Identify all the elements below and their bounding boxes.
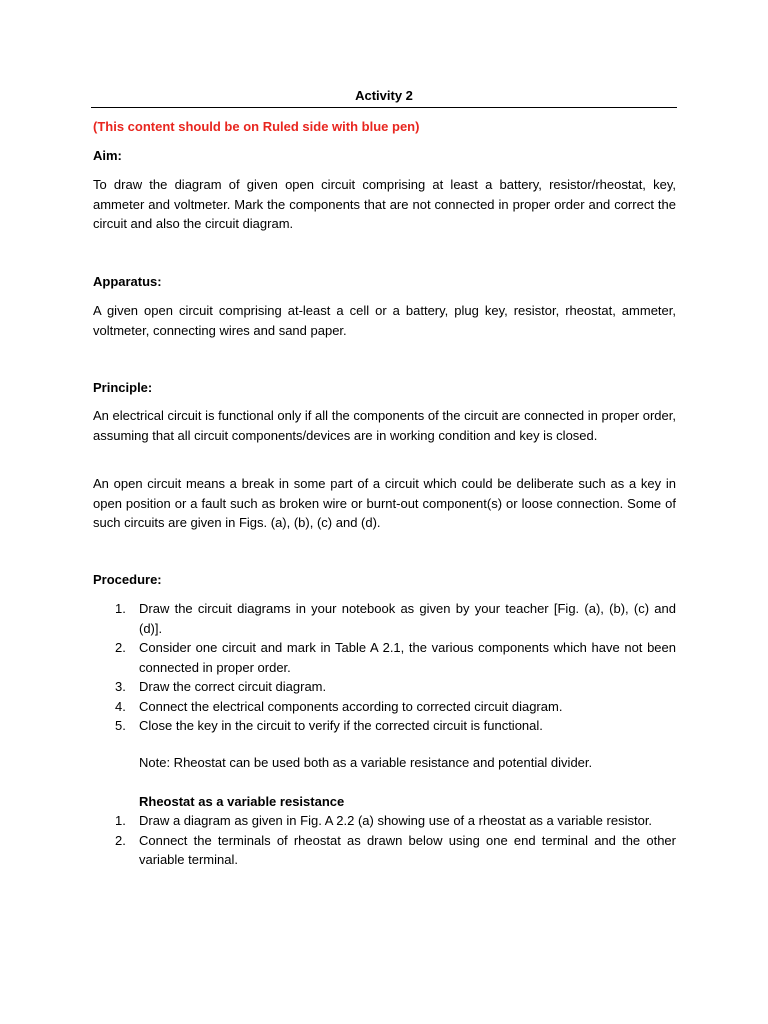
page-title: Activity 2: [355, 88, 413, 103]
list-item: [93, 599, 676, 638]
principle-paragraph-2: An open circuit means a break in some part of a circuit which could be deliberate such as a key in open position or a fault such as broken wire or burnt-out component(s) or loose connection. Some of such circuits are given in Figs. (a), (b), (c) and (d).: [93, 476, 676, 530]
aim-heading: Aim:: [93, 148, 122, 163]
principle-heading: Principle:: [93, 380, 153, 395]
step-text: Consider one circuit and mark in Table A 2.1, the various components which have not been connected in proper order.: [139, 640, 676, 675]
procedure-steps: [93, 599, 676, 736]
instruction-note: (This content should be on Ruled side with blue pen): [93, 119, 420, 134]
apparatus-text: A given open circuit comprising at-least a cell or a battery, plug key, resistor, rheostat, ammeter, voltmeter, connecting wires and sand paper.: [93, 303, 676, 338]
aim-text: To draw the diagram of given open circuit comprising at least a battery, resistor/rheostat, key, ammeter and voltmeter. Mark the components that are not connected in proper order and correct the circuit and also the circuit diagram.: [93, 177, 676, 231]
step-number: 1.: [115, 813, 126, 828]
list-item: [93, 697, 676, 717]
rheostat-heading: Rheostat as a variable resistance: [139, 794, 345, 809]
procedure-heading: Procedure:: [93, 572, 162, 587]
step-number: 3.: [115, 679, 126, 694]
list-item: [93, 831, 676, 870]
step-number: 5.: [115, 718, 126, 733]
step-text: Draw a diagram as given in Fig. A 2.2 (a) showing use of a rheostat as a variable resistor.: [139, 813, 653, 828]
step-text: Connect the terminals of rheostat as drawn below using one end terminal and the other variable terminal.: [139, 832, 676, 867]
step-text: Close the key in the circuit to verify if the corrected circuit is functional.: [139, 718, 543, 733]
list-item: [93, 638, 676, 677]
step-text: Draw the correct circuit diagram.: [139, 679, 327, 694]
step-text: Draw the circuit diagrams in your notebook as given by your teacher [Fig. (a), (b), (c) and (d)].: [139, 601, 676, 636]
list-item: [93, 716, 676, 736]
step-text: Connect the electrical components according to corrected circuit diagram.: [139, 698, 563, 714]
list-item: [93, 811, 676, 831]
title-underline: [91, 107, 677, 108]
principle-paragraph-1: An electrical circuit is functional only if all the components of the circuit are connected in proper order, assuming that all circuit components/devices are in working condition and key is closed.: [93, 408, 676, 443]
procedure-note: Note: Rheostat can be used both as a variable resistance and potential divider.: [139, 755, 593, 770]
step-number: 4.: [115, 698, 126, 714]
step-number: 2.: [115, 640, 126, 655]
step-number: 1.: [115, 601, 126, 616]
list-item: [93, 677, 676, 697]
step-number: 2.: [115, 832, 126, 848]
rheostat-steps: [93, 811, 676, 870]
apparatus-heading: Apparatus:: [93, 274, 162, 289]
